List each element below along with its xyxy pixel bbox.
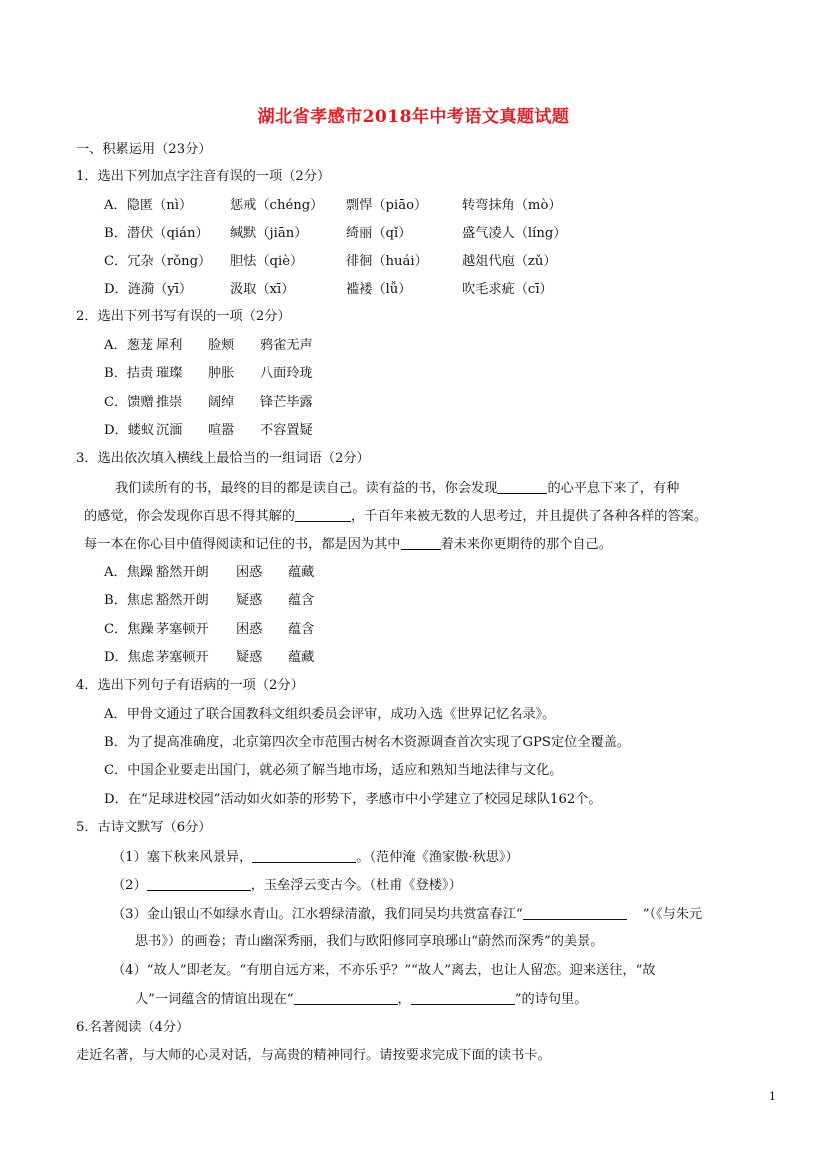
- question-1-stem: 1．选出下列加点字注音有误的一项（2分）: [76, 169, 331, 184]
- q3-passage-line-2: 的感觉，你会发现你百思不得其解的 ，千百年来被无数的人思考过，并且提供了各种各样的答案。: [84, 509, 708, 524]
- q2-option-a: A．葱茏 犀利 脸颊 鸦雀无声: [104, 338, 313, 353]
- blank-line: [411, 990, 515, 1005]
- q1-option-a: A．隐匿（nì） 惩戒（chéng） 剽悍（piāo） 转弯抹角（mò）: [104, 198, 562, 213]
- q2-option-b: B．拮责 璀璨 肿胀 八面玲珑: [104, 366, 313, 381]
- q3-option-c: C．焦躁 茅塞顿开 困惑 蕴含: [104, 622, 315, 637]
- question-3-stem: 3．选出依次填入横线上最恰当的一组词语（2分）: [76, 451, 370, 466]
- document-title: 湖北省孝感市2018年中考语文真题试题: [257, 107, 570, 127]
- blank-line: [295, 507, 351, 522]
- q4-option-d: D．在“足球进校园”活动如火如荼的形势下，孝感市中小学建立了校园足球队162个。: [104, 792, 602, 807]
- blank-line: [147, 876, 251, 891]
- question-2-stem: 2．选出下列书写有误的一项（2分）: [76, 309, 291, 324]
- question-5-stem: 5．古诗文默写（6分）: [76, 820, 212, 835]
- blank-line: [497, 479, 547, 494]
- q6-text: 走近名著，与大师的心灵对话，与高贵的精神同行。请按要求完成下面的读书卡。: [76, 1048, 551, 1063]
- question-4-stem: 4．选出下列句子有语病的一项（2分）: [76, 678, 304, 693]
- q1-option-d: D．涟漪（yī） 汲取（xī） 褴褛（lǚ） 吹毛求疵（cī）: [104, 282, 553, 297]
- q3-option-a: A．焦躁 豁然开朗 困惑 蕴藏: [104, 565, 315, 580]
- q1-option-b: B．潜伏（qián） 缄默（jiān） 绮丽（qǐ） 盛气凌人（líng）: [104, 226, 567, 241]
- q4-option-b: B．为了提高准确度，北京第四次全市范围古树名木资源调查首次实现了GPS定位全覆盖。: [104, 735, 631, 750]
- q3-option-b: B．焦虑 豁然开朗 疑惑 蕴含: [104, 593, 315, 608]
- section-heading: 一、积累运用（23分）: [76, 142, 212, 157]
- q5-item-4-cont: 人”一词蕴含的情谊出现在“ ， ”的诗句里。: [135, 992, 588, 1007]
- blank-line: [401, 535, 441, 550]
- blank-line: [523, 905, 627, 920]
- q4-option-c: C．中国企业要走出国门，就必须了解当地市场，适应和熟知当地法律与文化。: [104, 763, 563, 778]
- q3-passage-line-3: 每一本在你心目中值得阅读和记住的书，都是因为其中 着未来你更期待的那个自己。: [84, 537, 612, 552]
- q5-item-3-cont: 思书》）的画卷；青山幽深秀丽，我们与欧阳修同享琅琊山“蔚然而深秀”的美景。: [135, 934, 604, 949]
- question-6-stem: 6.名著阅读（4分）: [76, 1020, 190, 1035]
- q2-option-c: C．馈赠 推崇 阔绰 锋芒毕露: [104, 395, 313, 410]
- q1-option-c: C．冗杂（rǒng） 胆怯（qiè） 徘徊（huái） 越俎代庖（zǔ）: [104, 254, 557, 269]
- blank-line: [252, 848, 356, 863]
- q5-item-4: （4）“故人”即老友。“有朋自远方来，不亦乐乎？”“故人”离去，也让人留恋。迎来送往，“故: [112, 963, 656, 978]
- q5-item-2: （2） ，玉垒浮云变古今。（杜甫《登楼》）: [112, 878, 462, 893]
- q5-item-1: （1）塞下秋来风景异， 。（范仲淹《渔家傲·秋思》）: [112, 850, 519, 865]
- q4-option-a: A．甲骨文通过了联合国教科文组织委员会评审，成功入选《世界记忆名录》。: [104, 707, 556, 722]
- q3-passage-line-1: 我们读所有的书，最终的目的都是读自己。读有益的书，你会发现 的心平息下来了，有种: [115, 481, 680, 496]
- q5-item-3: （3）金山银山不如绿水青山。江水碧绿清澈，我们同吴均共赏富春江“ ”（《与朱元: [112, 907, 703, 922]
- q2-option-d: D．蝼蚁 沉湎 喧嚣 不容置疑: [104, 423, 313, 438]
- page-number: 1: [769, 1090, 776, 1103]
- q3-option-d: D．焦虑 茅塞顿开 疑惑 蕴藏: [104, 650, 315, 665]
- blank-line: [294, 990, 398, 1005]
